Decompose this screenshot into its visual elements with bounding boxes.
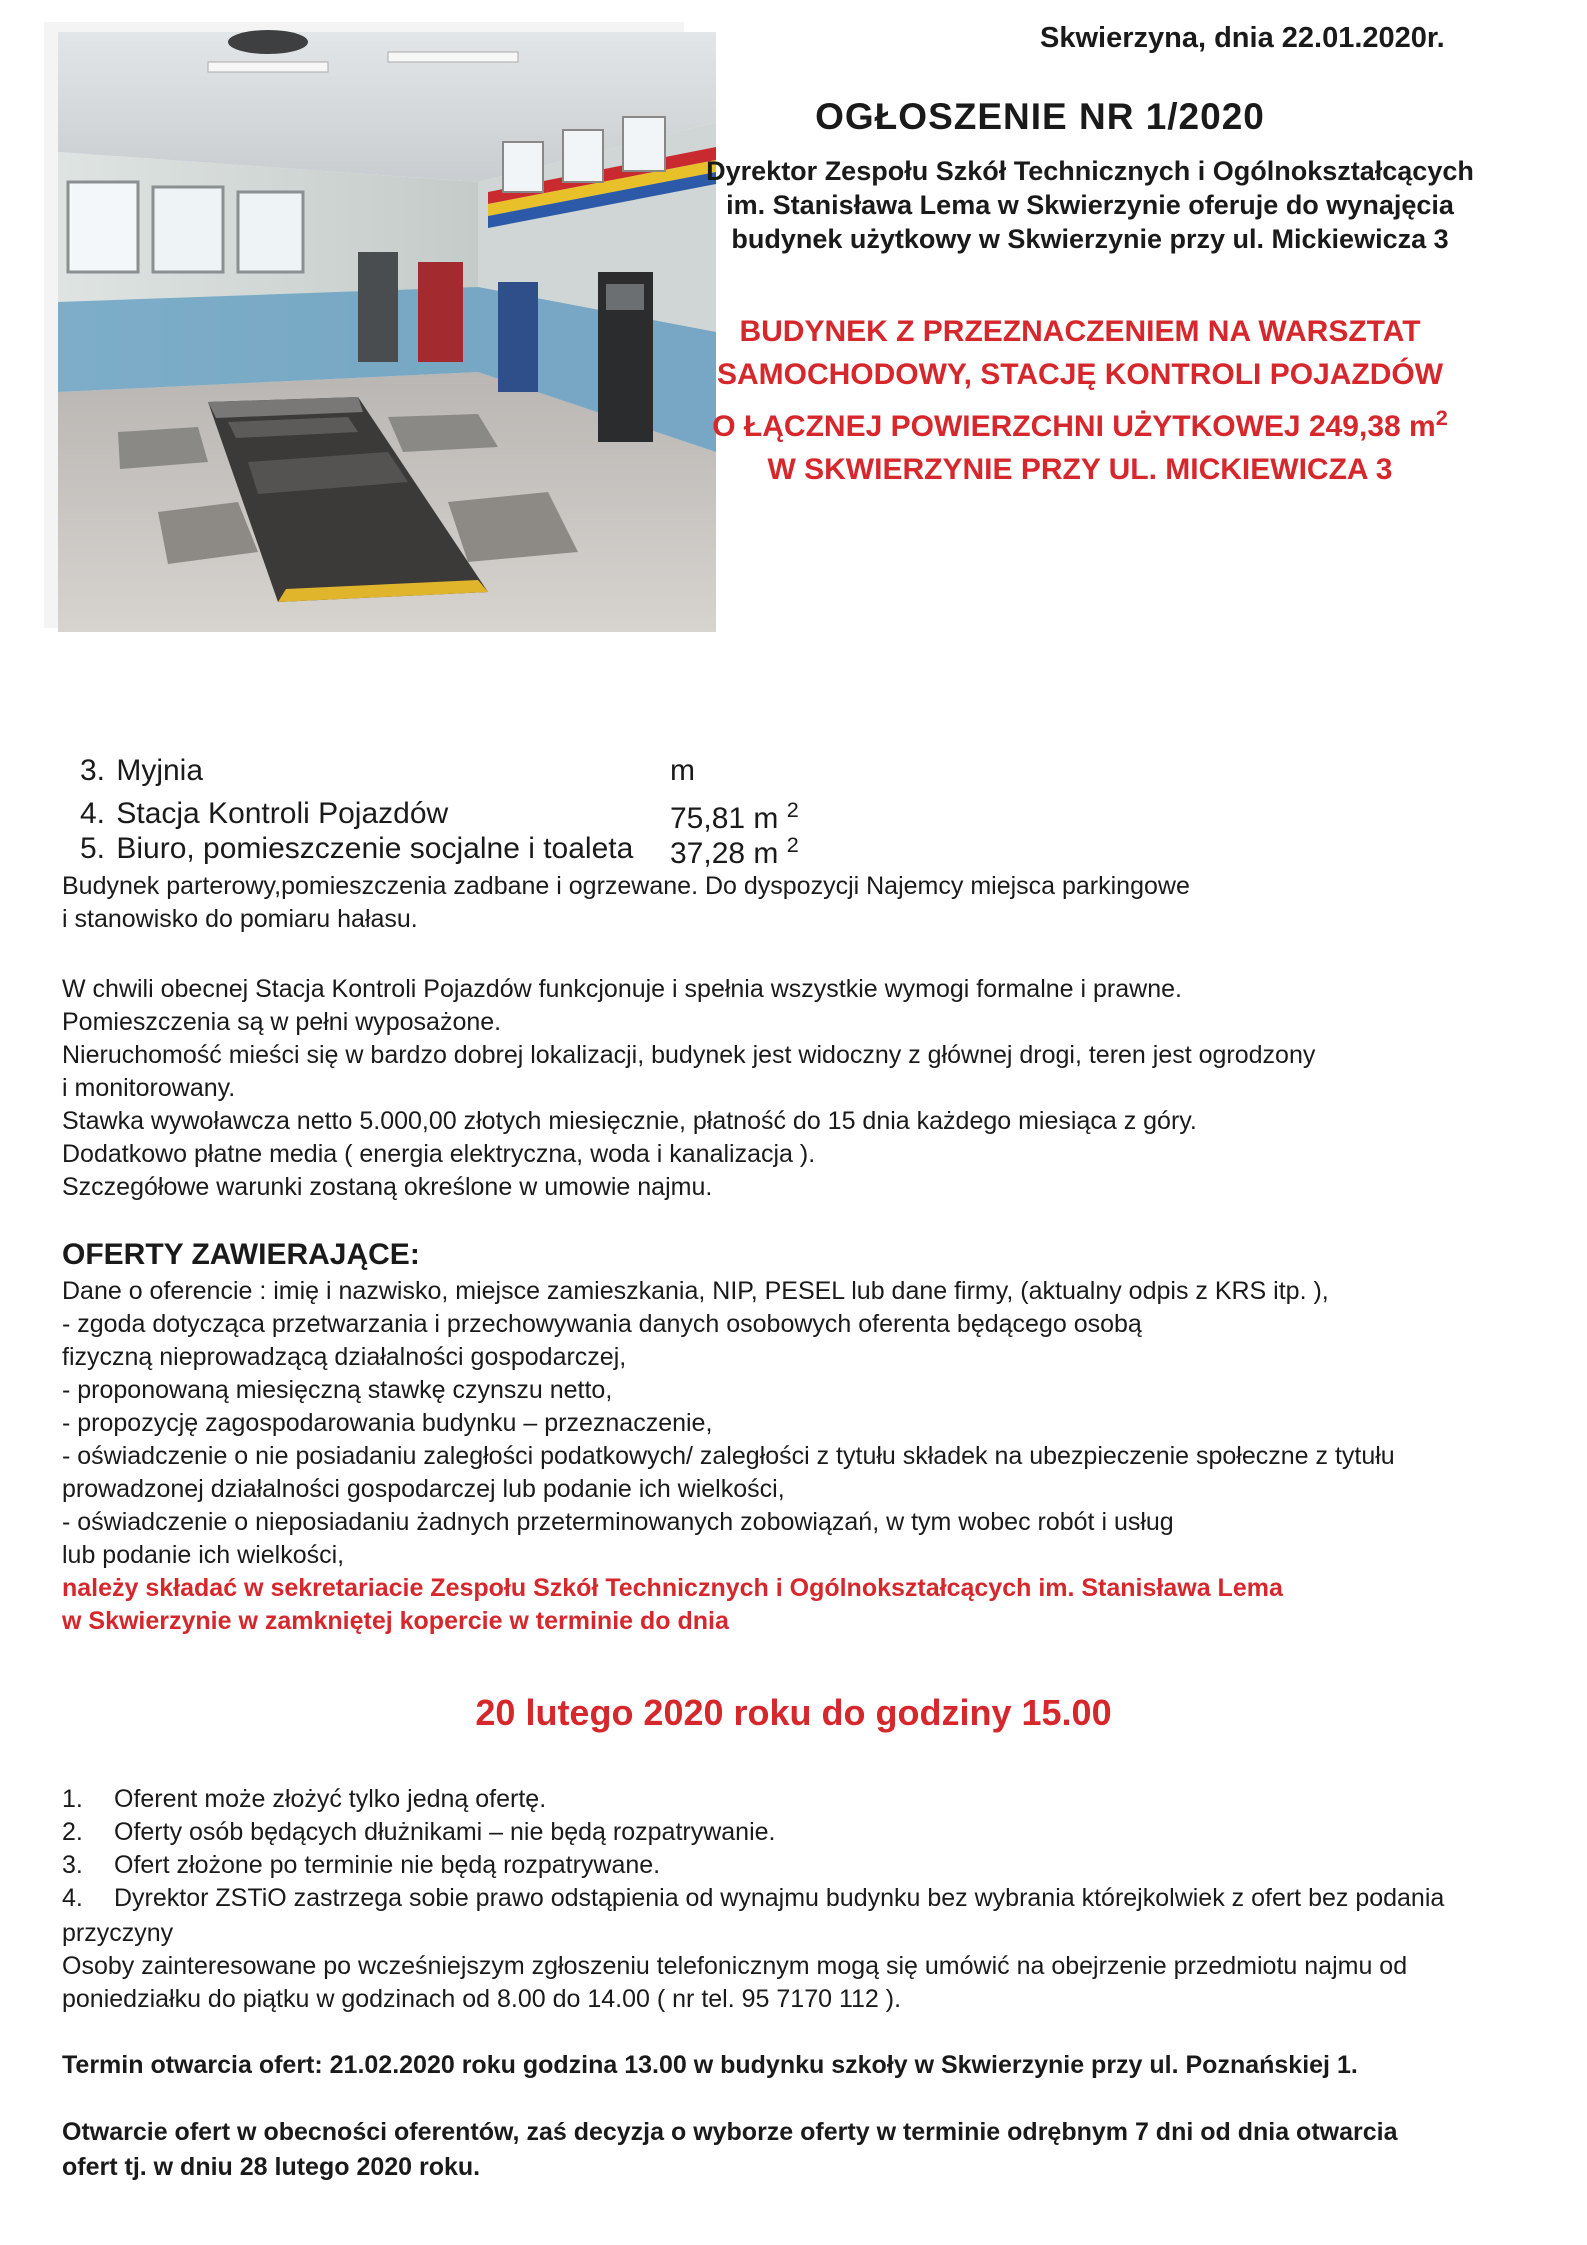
intro-line: Dyrektor Zespołu Szkół Technicznych i Ogólnokształcących [706, 156, 1474, 186]
submit-line: w Skwierzynie w zamkniętej kopercie w terminie do dnia [62, 1607, 729, 1635]
offer-line: fizyczną nieprowadzącą działalności gospodarczej, [62, 1343, 627, 1371]
submit-line: należy składać w sekretariacie Zespołu Szkół Technicznych i Ogólnokształcących im. Stanisława Lema [62, 1574, 1283, 1602]
condition-line: Stawka wywoławcza netto 5.000,00 złotych miesięcznie, płatność do 15 dnia każdego miesiąca z góry. [62, 1107, 1197, 1135]
area-value: 75,81 m $^2$ [670, 797, 799, 835]
rule-item: 2. Oferty osób będących dłużnikami – nie będą rozpatrywanie. [62, 1818, 776, 1846]
date-line: Skwierzyna, dnia 22.01.2020r. [1040, 22, 1445, 54]
area-name: Myjnia [116, 754, 204, 787]
intro-line: im. Stanisława Lema w Skwierzynie oferuje do wynajęcia [726, 190, 1454, 220]
intro-line: budynek użytkowy w Skwierzynie przy ul. Mickiewicza 3 [731, 224, 1449, 254]
workshop-photo-illustration [58, 32, 716, 632]
condition-line: W chwili obecnej Stacja Kontroli Pojazdów funkcjonuje i spełnia wszystkie wymogi formalne i prawne. [62, 975, 1182, 1003]
purpose-line-area [680, 396, 1480, 448]
area-name: Stacja Kontroli Pojazdów [116, 797, 449, 830]
area-row-cropped [80, 754, 695, 790]
area-number: 4. [80, 797, 106, 830]
condition-line: Nieruchomość mieści się w bardzo dobrej lokalizacji, budynek jest widoczny z głównej drogi, teren jest ogrodzony [62, 1041, 1316, 1069]
announcement-title: OGŁOSZENIE NR 1/2020 [815, 96, 1265, 137]
area-name: Biuro, pomieszczenie socjalne i toaleta [116, 832, 634, 865]
offer-line: - oświadczenie o nie posiadaniu zaległości podatkowych/ zaległości z tytułu składek na ubezpieczenie społeczne z tytułu [62, 1442, 1395, 1470]
purpose-line: W SKWIERZYNIE PRZY UL. MICKIEWICZA 3 [767, 453, 1393, 486]
contact-line: Osoby zainteresowane po wcześniejszym zgłoszeniu telefonicznym mogą się umówić na obejrzenie przedmiotu najmu od [62, 1952, 1408, 1980]
area-row [80, 832, 799, 870]
area-number: 3. [80, 754, 106, 787]
offer-line: - proponowaną miesięczną stawkę czynszu netto, [62, 1376, 613, 1404]
description-line: i stanowisko do pomiaru hałasu. [62, 905, 418, 933]
purpose-block [680, 310, 1480, 491]
decision-line: Otwarcie ofert w obecności oferentów, zaś decyzja o wyborze oferty w terminie odrębnym 7 dni od dnia otwarcia [62, 2118, 1398, 2146]
contact-line: poniedziałku do piątku w godzinach od 8.00 do 14.00 ( nr tel. 95 7170 112 ). [62, 1985, 902, 2013]
offer-line: Dane o oferencie : imię i nazwisko, miejsce zamieszkania, NIP, PESEL lub dane firmy, (aktualny odpis z KRS itp. ), [62, 1277, 1329, 1305]
rule-item: 1. Oferent może złożyć tylko jedną ofertę. [62, 1785, 547, 1813]
offers-list [62, 1275, 1395, 1638]
purpose-superscript: 2 [1435, 405, 1448, 430]
condition-line: i monitorowany. [62, 1074, 236, 1102]
decision-line: ofert tj. w dniu 28 lutego 2020 roku. [62, 2153, 481, 2181]
deadline: 20 lutego 2020 roku do godziny 15.00 [475, 1692, 1112, 1733]
description [62, 870, 1190, 936]
conditions [62, 973, 1315, 1204]
contact-info [62, 1950, 1407, 2016]
description-line: Budynek parterowy,pomieszczenia zadbane i ogrzewane. Do dyspozycji Najemcy miejsca parkingowe [62, 872, 1190, 900]
intro-block [660, 154, 1520, 256]
area-unit: m [670, 754, 695, 787]
area-row [80, 797, 799, 835]
opening-date: Termin otwarcia ofert: 21.02.2020 roku godzina 13.00 w budynku szkoły w Skwierzynie przy ul. Poznańskiej 1. [62, 2051, 1358, 2079]
purpose-line: BUDYNEK Z PRZEZNACZENIEM NA WARSZTAT [739, 315, 1421, 348]
purpose-line: SAMOCHODOWY, STACJĘ KONTROLI POJAZDÓW [716, 358, 1444, 391]
condition-line: Dodatkowo płatne media ( energia elektryczna, woda i kanalizacja ). [62, 1140, 816, 1168]
offer-line: - oświadczenie o nieposiadaniu żadnych przeterminowanych zobowiązań, w tym wobec robót i usług [62, 1508, 1174, 1536]
purpose-line: O ŁĄCZNEJ POWIERZCHNI UŻYTKOWEJ 249,38 m [712, 410, 1436, 443]
offer-line: lub podanie ich wielkości, [62, 1541, 345, 1569]
decision-note [62, 2115, 1398, 2185]
offers-heading: OFERTY ZAWIERAJĄCE: [62, 1238, 420, 1271]
area-value: 37,28 m $^2$ [670, 832, 799, 870]
area-number: 5. [80, 832, 106, 865]
condition-line: Szczegółowe warunki zostaną określone w umowie najmu. [62, 1173, 713, 1201]
offer-line: prowadzonej działalności gospodarczej lub podanie ich wielkości, [62, 1475, 785, 1503]
offer-line: - propozycję zagospodarowania budynku – przeznaczenie, [62, 1409, 713, 1437]
condition-line: Pomieszczenia są w pełni wyposażone. [62, 1008, 502, 1036]
workshop-photo [44, 22, 684, 628]
rule-item: 4. Dyrektor ZSTiO zastrzega sobie prawo odstąpienia od wynajmu budynku bez wybrania którejkolwiek z ofert bez podania [62, 1884, 1445, 1912]
offer-line: - zgoda dotycząca przetwarzania i przechowywania danych osobowych oferenta będącego osobą [62, 1310, 1142, 1338]
rule-continuation: przyczyny [62, 1919, 174, 1947]
rule-item: 3. Ofert złożone po terminie nie będą rozpatrywane. [62, 1851, 661, 1879]
